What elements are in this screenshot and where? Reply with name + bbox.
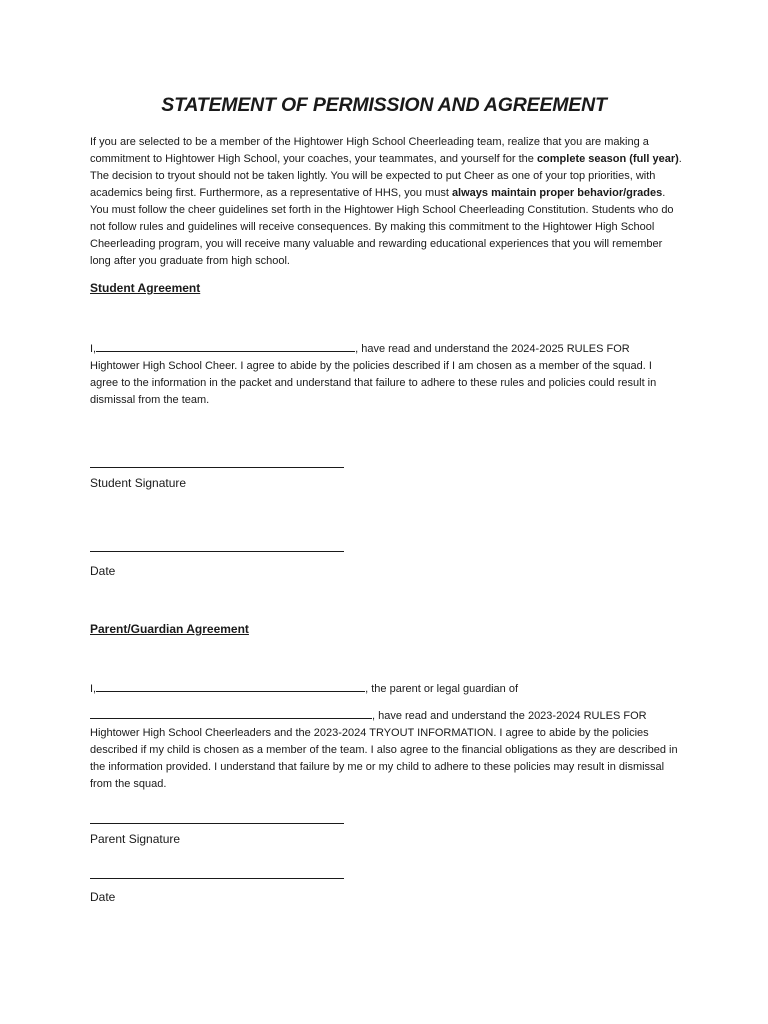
parent-date-line[interactable] bbox=[90, 878, 344, 879]
student-date-line[interactable] bbox=[90, 551, 344, 552]
document-title: STATEMENT OF PERMISSION AND AGREEMENT bbox=[161, 94, 607, 116]
parent-agreement-paragraph bbox=[90, 706, 682, 793]
parent-signature-label: Parent Signature bbox=[90, 832, 181, 846]
student-agreement-heading: Student Agreement bbox=[90, 281, 201, 295]
child-name-blank[interactable] bbox=[90, 706, 372, 719]
parent-prefix: I, bbox=[90, 683, 97, 695]
student-signature-line[interactable] bbox=[90, 467, 344, 468]
intro-text-1: If you are selected to be a member of the Hightower High School Cheerleading team, realize that you are making a commitment to Hightower High School, your coaches, your teammates, and yourself for the bbox=[90, 136, 649, 165]
student-date-label: Date bbox=[90, 564, 116, 578]
intro-text-2: . The decision to tryout should not be taken lightly. You will be expected to put Cheer as one of your top priorities, with academics being first. Furthermore, as a representative of HHS, you must bbox=[90, 153, 682, 199]
parent-agreement-heading: Parent/Guardian Agreement bbox=[90, 622, 249, 636]
student-name-blank[interactable] bbox=[96, 339, 355, 352]
parent-date-label: Date bbox=[90, 890, 116, 904]
parent-guardian-of-text: , the parent or legal guardian of bbox=[365, 683, 519, 695]
parent-name-line bbox=[90, 679, 682, 698]
intro-text-3: . You must follow the cheer guidelines set forth in the Hightower High School Cheerleading Constitution. Students who do not follow rules and guidelines will receive consequences. By making this commitment to the Hightower High School Cheerleading program, you will receive many valuable and rewarding educational experiences that you will remember long after you graduate from high school. bbox=[90, 187, 674, 267]
student-agreement-paragraph bbox=[90, 339, 682, 409]
student-signature-label: Student Signature bbox=[90, 476, 187, 490]
intro-bold-behavior: always maintain proper behavior/grades bbox=[451, 187, 663, 199]
student-prefix: I, bbox=[90, 343, 97, 355]
parent-agreement-text: , have read and understand the 2023-2024 RULES FOR Hightower High School Cheerleaders and the 2023-2024 TRYOUT INFORMATION. I agree to abide by the policies described if my child is chosen as a member of the team. I also agree to the financial obligations as they are described in the information provided. I understand that failure by me or my child to adhere to these policies may result in dismissal from the squad. bbox=[90, 710, 678, 790]
parent-name-blank[interactable] bbox=[96, 679, 365, 692]
student-agreement-text: , have read and understand the 2024-2025 RULES FOR Hightower High School Cheer. I agree to abide by the policies described if I am chosen as a member of the squad. I agree to the information in the packet and understand that failure to adhere to these rules and policies could result in dismissal from the team. bbox=[90, 343, 657, 406]
intro-bold-season: complete season (full year) bbox=[536, 153, 679, 165]
parent-signature-line[interactable] bbox=[90, 823, 344, 824]
intro-paragraph bbox=[90, 134, 682, 270]
